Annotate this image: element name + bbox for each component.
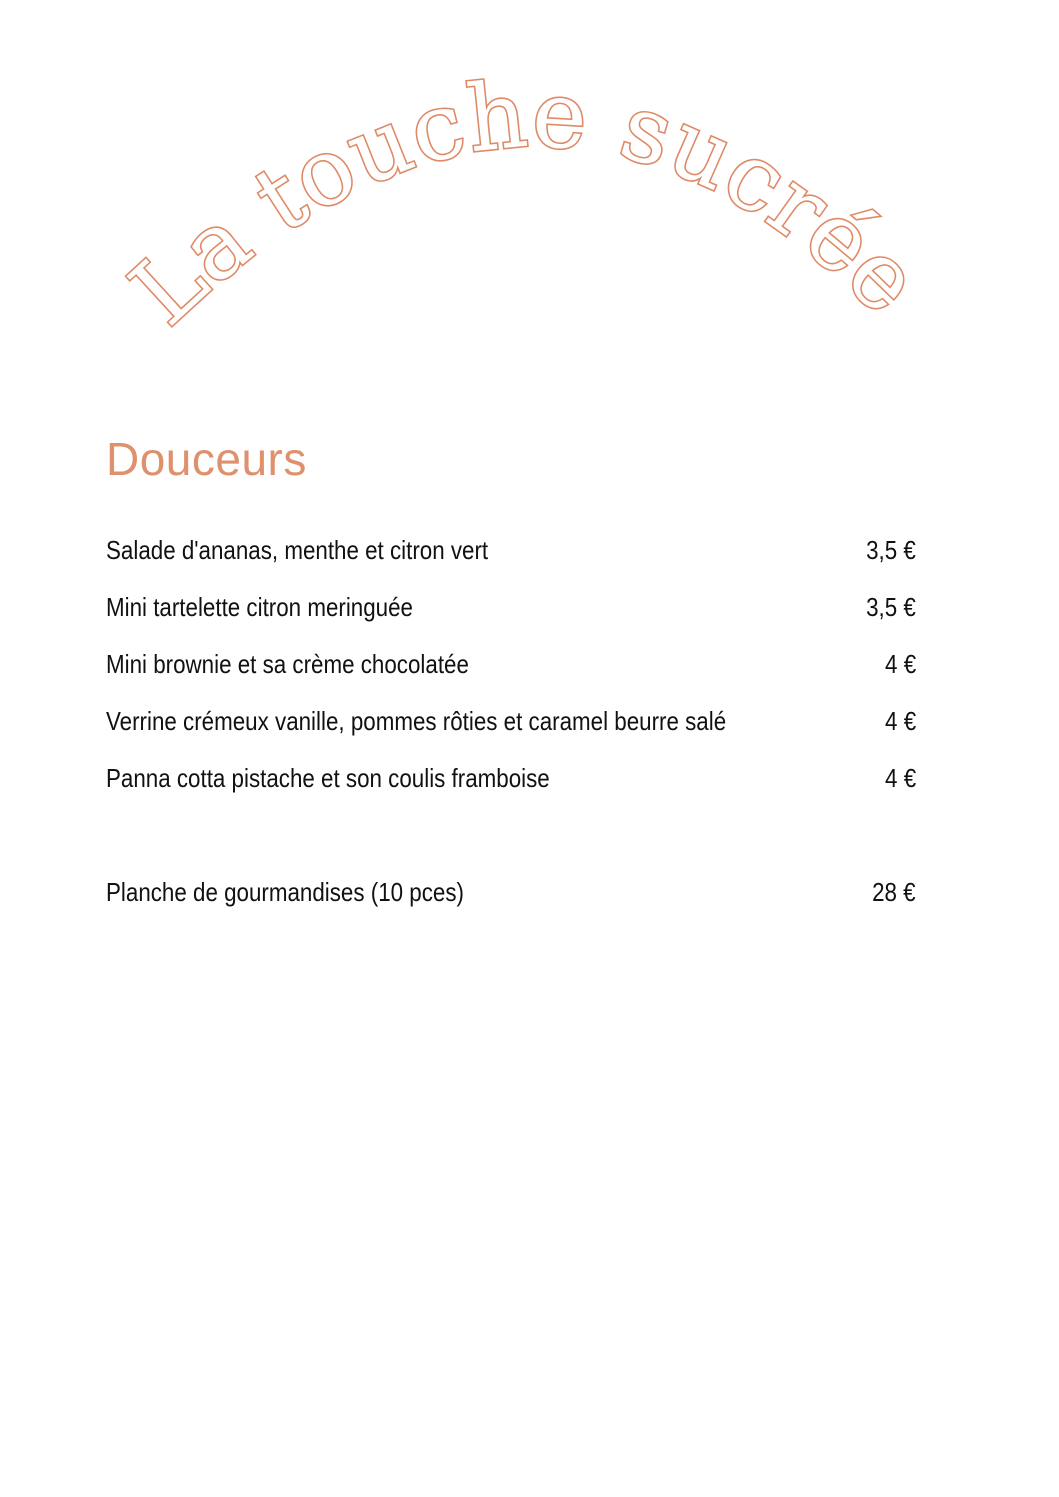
list-item <box>106 693 916 750</box>
menu-list <box>106 522 916 921</box>
platter-name: Planche de gourmandises (10 pces) <box>106 877 464 907</box>
platter-item <box>106 864 916 921</box>
item-name: Panna cotta pistache et son coulis framboise <box>106 763 550 793</box>
item-name: Mini tartelette citron meringuée <box>106 592 413 622</box>
item-price: 4 € <box>884 763 916 793</box>
section-title: Douceurs <box>106 433 307 485</box>
list-item <box>106 579 916 636</box>
item-price: 3,5 € <box>866 535 916 565</box>
item-name: Verrine crémeux vanille, pommes rôties et caramel beurre salé <box>106 706 727 736</box>
platter-price: 28 € <box>872 877 916 907</box>
item-price: 3,5 € <box>866 592 916 622</box>
item-price: 4 € <box>884 706 916 736</box>
item-name: Mini brownie et sa crème chocolatée <box>106 649 469 679</box>
list-item <box>106 636 916 693</box>
menu-title-arc <box>0 0 1059 380</box>
spacer <box>106 807 916 864</box>
list-item <box>106 522 916 579</box>
item-name: Salade d'ananas, menthe et citron vert <box>106 535 489 565</box>
menu-title: La touche sucrée <box>110 60 941 346</box>
item-price: 4 € <box>884 649 916 679</box>
list-item <box>106 750 916 807</box>
